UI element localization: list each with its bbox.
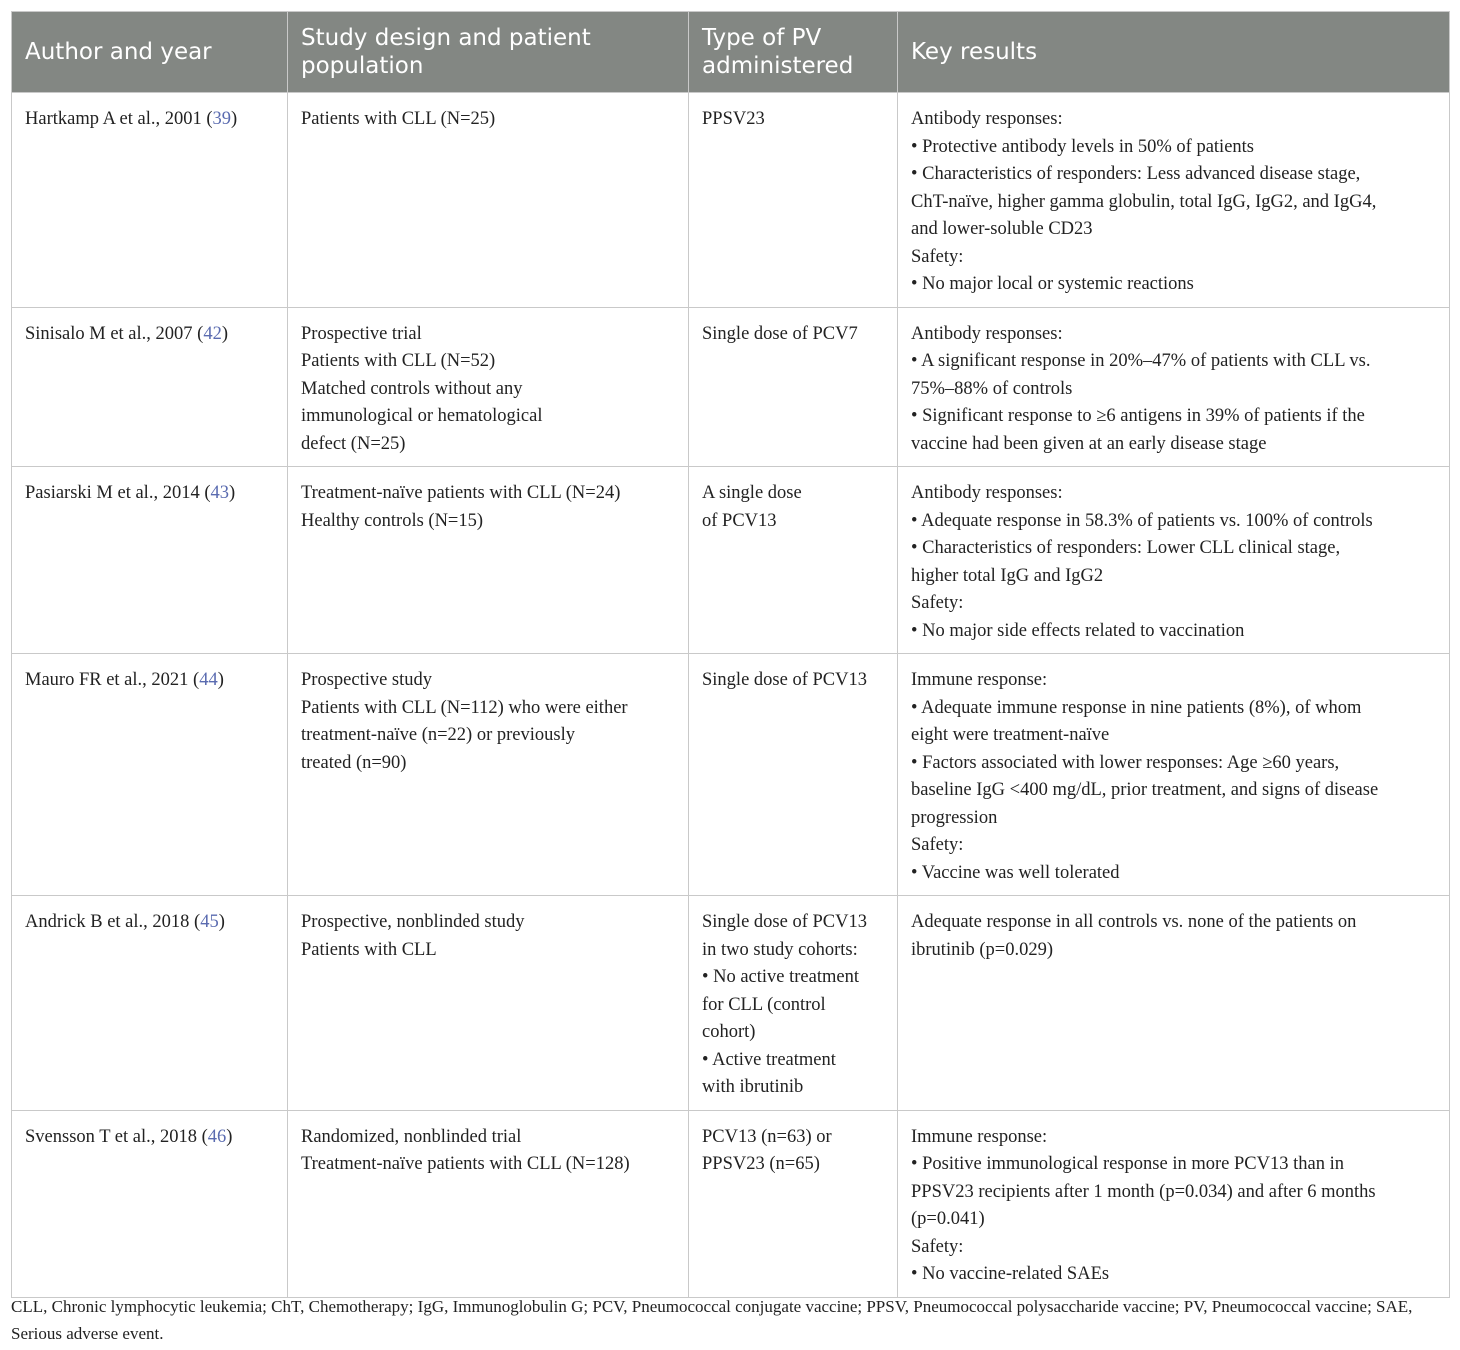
author-cell: Andrick B et al., 2018 (45) bbox=[12, 896, 288, 1111]
header-row bbox=[12, 12, 1450, 93]
pv-type-cell bbox=[689, 307, 898, 467]
results-cell-line: • A significant response in 20%–47% of patients with CLL vs. bbox=[911, 351, 1371, 371]
results-cell-line: Immune response: bbox=[911, 670, 1048, 690]
results-cell-line: Safety: bbox=[911, 246, 964, 267]
table-row bbox=[12, 307, 1450, 467]
design-cell-line: Matched controls without any bbox=[301, 378, 523, 399]
pv-type-cell bbox=[689, 1110, 898, 1297]
results-cell-line: • Characteristics of responders: Less advanced disease stage, bbox=[911, 164, 1361, 184]
pv-type-cell-line: cohort) bbox=[702, 1022, 756, 1042]
reference-link[interactable]: 45 bbox=[200, 912, 219, 932]
reference-link[interactable]: 43 bbox=[210, 483, 229, 503]
pv-type-cell-line: PPSV23 (n=65) bbox=[702, 1154, 820, 1174]
header-results: Key results bbox=[898, 12, 1450, 93]
results-cell-line: • Protective antibody levels in 50% of patients bbox=[911, 136, 1254, 157]
pv-type-cell-line: PPSV23 bbox=[702, 109, 765, 129]
pv-type-cell-line: Single dose of PCV13 bbox=[702, 670, 867, 690]
table-row bbox=[12, 467, 1450, 654]
design-cell-line: Patients with CLL (N=52) bbox=[301, 351, 496, 371]
results-cell-line: Antibody responses: bbox=[911, 483, 1063, 503]
results-cell-line: higher total IgG and IgG2 bbox=[911, 565, 1104, 586]
results-cell-line: • No major side effects related to vaccination bbox=[911, 620, 1245, 641]
pv-type-cell-line: • Active treatment bbox=[702, 1049, 836, 1070]
results-cell bbox=[898, 467, 1450, 654]
pv-type-cell-line: A single dose bbox=[702, 483, 802, 503]
results-cell-line: PPSV23 recipients after 1 month (p=0.034) and after 6 months bbox=[911, 1181, 1376, 1202]
design-cell bbox=[288, 93, 689, 308]
results-cell-line: • Factors associated with lower responses: Age ≥60 years, bbox=[911, 752, 1340, 773]
results-cell-line: ChT-naïve, higher gamma globulin, total IgG, IgG2, and IgG4, bbox=[911, 191, 1377, 212]
results-cell-line: • Adequate response in 58.3% of patients vs. 100% of controls bbox=[911, 510, 1373, 531]
design-cell bbox=[288, 467, 689, 654]
pv-type-cell-line: Single dose of PCV7 bbox=[702, 323, 858, 344]
design-cell-line: Patients with CLL bbox=[301, 939, 437, 960]
results-cell-line: baseline IgG <400 mg/dL, prior treatment, and signs of disease bbox=[911, 780, 1379, 800]
author-text: Andrick B et al., 2018 bbox=[25, 912, 190, 932]
results-cell-line: • Positive immunological response in more PCV13 than in bbox=[911, 1154, 1344, 1174]
author-cell: Hartkamp A et al., 2001 (39) bbox=[12, 93, 288, 308]
author-cell: Mauro FR et al., 2021 (44) bbox=[12, 654, 288, 896]
results-cell-line: • Vaccine was well tolerated bbox=[911, 862, 1120, 883]
table-row bbox=[12, 654, 1450, 896]
results-cell-line: Immune response: bbox=[911, 1126, 1048, 1147]
design-cell-line: treatment-naïve (n=22) or previously bbox=[301, 725, 575, 745]
pv-type-cell bbox=[689, 93, 898, 308]
results-cell-line: Safety: bbox=[911, 593, 964, 613]
table-row bbox=[12, 1110, 1450, 1297]
design-cell-line: Prospective trial bbox=[301, 323, 422, 344]
table-footnote: CLL, Chronic lymphocytic leukemia; ChT, Chemotherapy; IgG, Immunoglobulin G; PCV, Pneumococcal conjugate vaccine; PPSV, Pneumococcal polysaccharide vaccine; PV, Pneumococcal vaccine; SAE, Serious adverse event. bbox=[11, 1297, 1413, 1343]
results-cell-line: Antibody responses: bbox=[911, 323, 1063, 344]
design-cell-line: defect (N=25) bbox=[301, 433, 406, 454]
results-cell-line: Antibody responses: bbox=[911, 109, 1063, 129]
results-cell-line: 75%–88% of controls bbox=[911, 378, 1073, 399]
author-text: Hartkamp A et al., 2001 bbox=[25, 109, 202, 129]
studies-table bbox=[11, 11, 1450, 1298]
results-cell-line: • Significant response to ≥6 antigens in 39% of patients if the bbox=[911, 406, 1365, 426]
header-author: Author and year bbox=[12, 12, 288, 93]
pv-type-cell-line: for CLL (control bbox=[702, 994, 826, 1015]
design-cell-line: Prospective, nonblinded study bbox=[301, 912, 525, 932]
results-cell-line: eight were treatment-naïve bbox=[911, 725, 1110, 745]
results-cell-line: • No vaccine-related SAEs bbox=[911, 1264, 1110, 1284]
table-container bbox=[11, 11, 1449, 1298]
design-cell-line: treated (n=90) bbox=[301, 752, 407, 773]
results-cell-line: • Characteristics of responders: Lower CLL clinical stage, bbox=[911, 538, 1341, 558]
results-cell-line: (p=0.041) bbox=[911, 1209, 985, 1229]
header-pv-type: Type of PV administered bbox=[689, 12, 898, 93]
results-cell-line: Safety: bbox=[911, 1236, 964, 1257]
reference-link[interactable]: 46 bbox=[207, 1126, 227, 1147]
reference-link[interactable]: 42 bbox=[203, 323, 222, 344]
design-cell-line: Prospective study bbox=[301, 670, 433, 690]
header-design: Study design and patient population bbox=[288, 12, 689, 93]
pv-type-cell-line: in two study cohorts: bbox=[702, 939, 858, 960]
design-cell-line: Patients with CLL (N=112) who were either bbox=[301, 697, 628, 718]
author-text: Pasiarski M et al., 2014 bbox=[25, 483, 200, 503]
pv-type-cell-line: of PCV13 bbox=[702, 510, 777, 531]
design-cell-line: immunological or hematological bbox=[301, 406, 543, 426]
reference-link[interactable]: 39 bbox=[212, 109, 232, 129]
author-text: Sinisalo M et al., 2007 bbox=[25, 323, 193, 344]
results-cell-line: and lower-soluble CD23 bbox=[911, 219, 1093, 239]
results-cell-line: Adequate response in all controls vs. none of the patients on bbox=[911, 912, 1357, 932]
results-cell-line: ibrutinib (p=0.029) bbox=[911, 939, 1053, 960]
pv-type-cell-line: Single dose of PCV13 bbox=[702, 912, 867, 932]
author-text: Mauro FR et al., 2021 bbox=[25, 670, 189, 690]
design-cell-line: Healthy controls (N=15) bbox=[301, 510, 484, 531]
design-cell bbox=[288, 896, 689, 1111]
pv-type-cell-line: • No active treatment bbox=[702, 967, 859, 987]
pv-type-cell-line: with ibrutinib bbox=[702, 1077, 804, 1097]
author-text: Svensson T et al., 2018 bbox=[25, 1126, 197, 1147]
design-cell-line: Patients with CLL (N=25) bbox=[301, 109, 496, 129]
pv-type-cell bbox=[689, 654, 898, 896]
design-cell-line: Treatment-naïve patients with CLL (N=24) bbox=[301, 483, 621, 503]
results-cell bbox=[898, 93, 1450, 308]
pv-type-cell bbox=[689, 896, 898, 1111]
table-row bbox=[12, 93, 1450, 308]
design-cell-line: Randomized, nonblinded trial bbox=[301, 1126, 522, 1147]
results-cell bbox=[898, 654, 1450, 896]
results-cell-line: Safety: bbox=[911, 835, 964, 855]
results-cell bbox=[898, 307, 1450, 467]
reference-link[interactable]: 44 bbox=[199, 670, 218, 690]
results-cell bbox=[898, 896, 1450, 1111]
author-cell: Svensson T et al., 2018 (46) bbox=[12, 1110, 288, 1297]
pv-type-cell bbox=[689, 467, 898, 654]
author-cell: Sinisalo M et al., 2007 (42) bbox=[12, 307, 288, 467]
table-row bbox=[12, 896, 1450, 1111]
results-cell-line: progression bbox=[911, 807, 998, 828]
author-cell: Pasiarski M et al., 2014 (43) bbox=[12, 467, 288, 654]
design-cell-line: Treatment-naïve patients with CLL (N=128) bbox=[301, 1154, 630, 1174]
pv-type-cell-line: PCV13 (n=63) or bbox=[702, 1126, 832, 1147]
design-cell bbox=[288, 654, 689, 896]
results-cell bbox=[898, 1110, 1450, 1297]
results-cell-line: • Adequate immune response in nine patients (8%), of whom bbox=[911, 697, 1362, 718]
design-cell bbox=[288, 307, 689, 467]
design-cell bbox=[288, 1110, 689, 1297]
results-cell-line: • No major local or systemic reactions bbox=[911, 274, 1194, 294]
results-cell-line: vaccine had been given at an early disease stage bbox=[911, 433, 1267, 454]
